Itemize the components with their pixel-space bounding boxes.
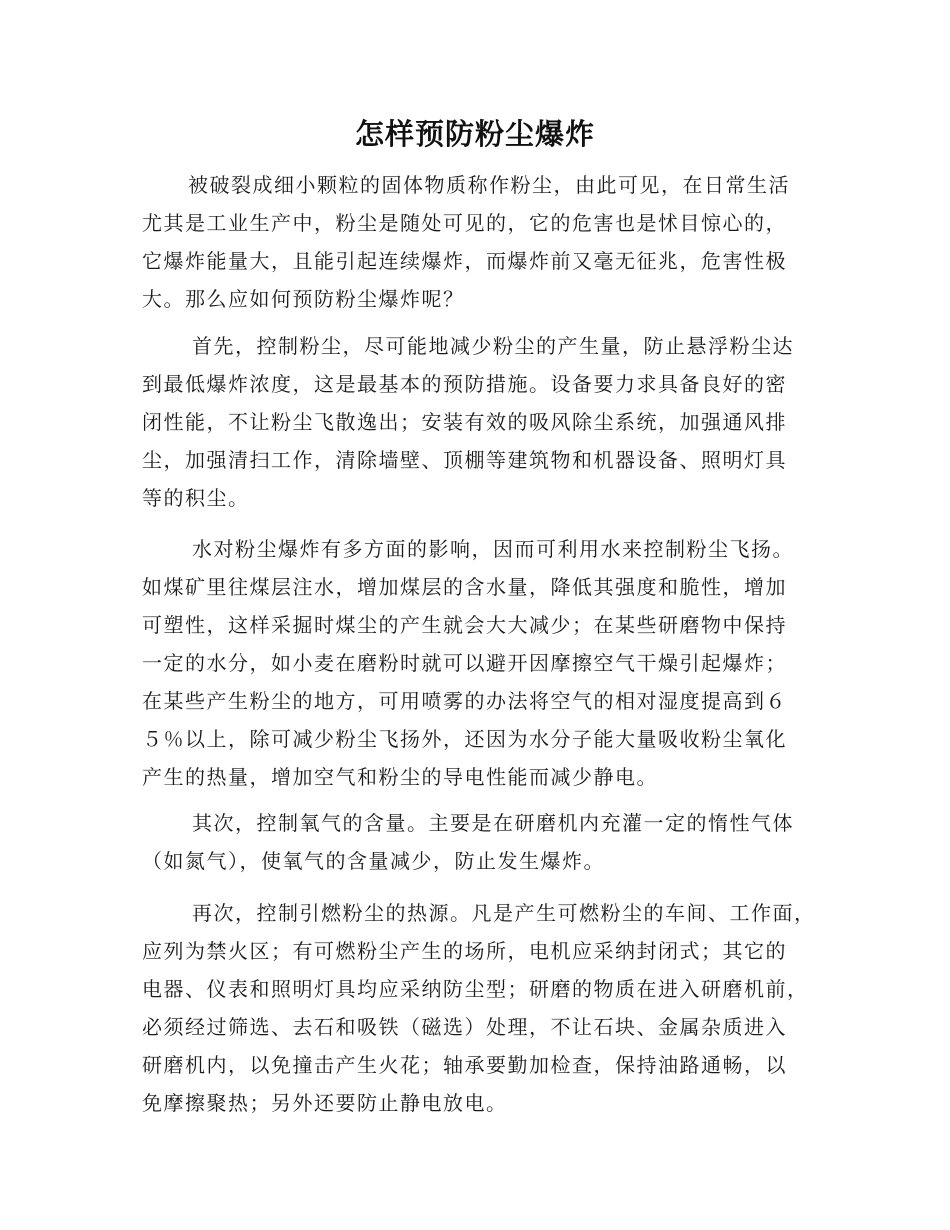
document-title: 怎样预防粉尘爆炸 [354,117,595,151]
paragraph-line: （如氮气），使氧气的含量减少，防止发生爆炸。 [142,849,605,873]
paragraph-line: 其次，控制氧气的含量。主要是在研磨机内充灌一定的惰性气体 [192,811,794,835]
paragraph-control-dust [142,327,822,517]
paragraph-line: 水对粉尘爆炸有多方面的影响，因而可利用水来控制粉尘飞扬。 [192,537,794,561]
paragraph-line: 在某些产生粉尘的地方，可用喷雾的办法将空气的相对湿度提高到６ [142,689,787,713]
paragraph-line: 可塑性，这样采掘时煤尘的产生就会大大减少；在某些研磨物中保持 [142,613,787,637]
paragraph-line: 研磨机内，以免撞击产生火花；轴承要勤加检查，保持油路通畅，以 [142,1053,787,1077]
paragraph-water [142,530,822,796]
paragraph-line: 大。那么应如何预防粉尘爆炸呢？ [142,287,465,311]
paragraph-line: 它爆炸能量大，且能引起连续爆炸，而爆炸前又毫无征兆，危害性极 [142,249,787,273]
paragraph-line: 电器、仪表和照明灯具均应采纳防尘型；研磨的物质在进入研磨机前， [142,977,809,1001]
paragraph-line: 尘，加强清扫工作，清除墙壁、顶棚等建筑物和机器设备、照明灯具 [142,448,787,472]
paragraph-line: ５％以上，除可减少粉尘飞扬外，还因为水分子能大量吸收粉尘氧化 [142,727,787,751]
paragraph-oxygen [142,804,822,880]
paragraph-line: 首先，控制粉尘，尽可能地减少粉尘的产生量，防止悬浮粉尘达 [192,334,794,358]
paragraph-line: 闭性能，不让粉尘飞散逸出；安装有效的吸风除尘系统，加强通风排 [142,410,787,434]
paragraph-line: 到最低爆炸浓度，这是最基本的预防措施。设备要力求具备良好的密 [142,372,787,396]
paragraph-line: 应列为禁火区；有可燃粉尘产生的场所，电机应采纳封闭式；其它的 [142,939,787,963]
paragraph-line: 尤其是工业生产中，粉尘是随处可见的，它的危害也是怵目惊心的， [142,211,787,235]
paragraph-line: 免摩擦聚热；另外还要防止静电放电。 [142,1091,508,1115]
paragraph-line: 产生的热量，增加空气和粉尘的导电性能而减少静电。 [142,765,658,789]
paragraph-line: 必须经过筛选、去石和吸铁（磁选）处理，不让石块、金属杂质进入 [142,1015,787,1039]
paragraph-line: 再次，控制引燃粉尘的热源。凡是产生可燃粉尘的车间、工作面， [192,901,816,925]
paragraph-line: 被破裂成细小颗粒的固体物质称作粉尘，由此可见，在日常生活 [188,173,790,197]
paragraph-line: 如煤矿里往煤层注水，增加煤层的含水量，降低其强度和脆性，增加 [142,575,787,599]
paragraph-line: 一定的水分，如小麦在磨粉时就可以避开因摩擦空气干燥引起爆炸； [142,651,787,675]
paragraph-heat-source [142,894,822,1122]
paragraph-intro [142,166,822,318]
paragraph-line: 等的积尘。 [142,486,250,510]
